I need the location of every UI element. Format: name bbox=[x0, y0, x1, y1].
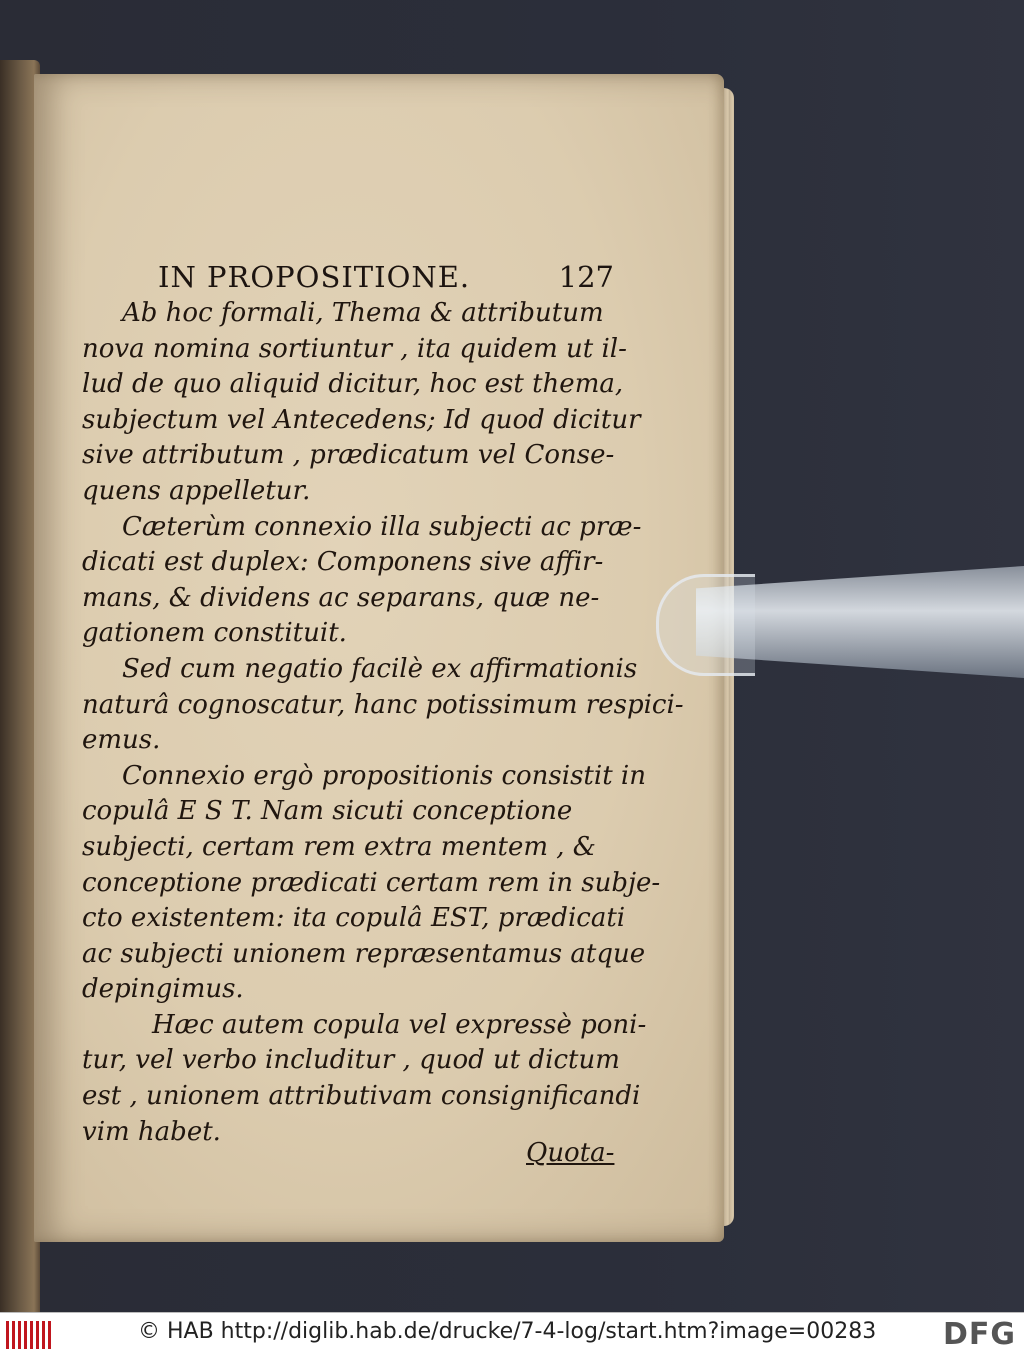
text-line: Ab hoc formali, Thema & attributum bbox=[122, 298, 604, 328]
text-line: dicati est duplex: Componens sive affir- bbox=[82, 547, 604, 578]
text-line: naturâ cognoscatur, hanc potissimum respici- bbox=[82, 689, 684, 720]
text-line: tur, vel verbo includitur , quod ut dictum bbox=[82, 1045, 620, 1076]
copyright-link[interactable]: © HAB http://diglib.hab.de/drucke/7-4-log/start.htm?image=00283 bbox=[138, 1319, 877, 1344]
book-page bbox=[34, 74, 724, 1242]
text-line: est , unionem attributivam consignificandi bbox=[82, 1081, 641, 1112]
page-number: 127 bbox=[558, 260, 614, 294]
running-head: IN PROPOSITIONE. bbox=[158, 260, 471, 294]
text-line: depingimus. bbox=[82, 974, 244, 1005]
text-line: nova nomina sortiuntur , ita quidem ut il- bbox=[82, 333, 627, 364]
footer-bar bbox=[0, 1312, 1024, 1357]
text-line: Cæterùm connexio illa subjecti ac præ- bbox=[122, 511, 642, 542]
text-line: subjecti, certam rem extra mentem , & bbox=[82, 831, 596, 862]
text-line: conceptione prædicati certam rem in subje- bbox=[82, 867, 661, 898]
text-line: emus. bbox=[82, 725, 161, 756]
text-line: cto existentem: ita copulâ EST, prædicati bbox=[82, 903, 626, 934]
catchword: Quota- bbox=[526, 1138, 615, 1168]
text-line: ac subjecti unionem repræsentamus atque bbox=[82, 938, 646, 969]
text-line: lud de quo aliquid dicitur, hoc est thema, bbox=[82, 369, 624, 400]
text-line: copulâ E S T. Nam sicuti conceptione bbox=[82, 796, 573, 827]
text-line: Sed cum negatio facilè ex affirmationis bbox=[122, 653, 638, 684]
text-line: Hæc autem copula vel expressè poni- bbox=[152, 1009, 647, 1040]
text-line: subjectum vel Antecedens; Id quod dicitur bbox=[82, 404, 641, 435]
text-line: mans, & dividens ac separans, quæ ne- bbox=[82, 582, 600, 613]
text-line: gationem constituit. bbox=[82, 618, 347, 649]
text-block bbox=[82, 296, 684, 1150]
page-header bbox=[130, 260, 614, 300]
dfg-logo: DFG bbox=[942, 1317, 1016, 1352]
text-line: quens appelletur. bbox=[82, 475, 311, 506]
glass-page-weight bbox=[656, 548, 1024, 688]
glass-tip bbox=[656, 574, 755, 676]
text-line: sive attributum , prædicatum vel Conse- bbox=[82, 440, 615, 471]
hab-logo-icon bbox=[6, 1321, 54, 1349]
text-line: Connexio ergò propositionis consistit in bbox=[122, 760, 646, 791]
text-line: vim habet. bbox=[82, 1116, 221, 1147]
